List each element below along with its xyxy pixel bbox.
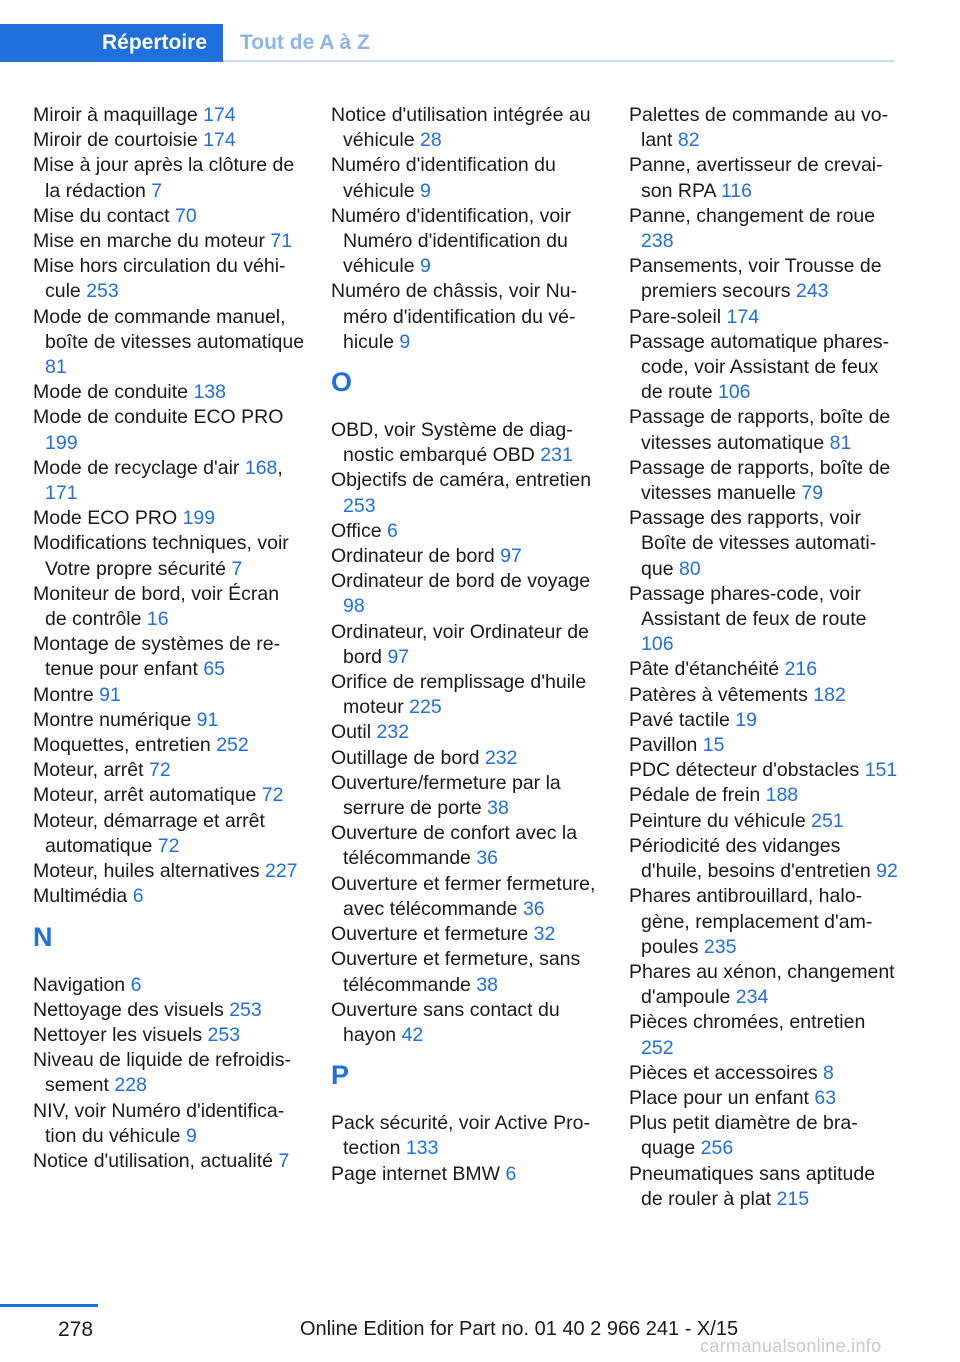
index-entry xyxy=(629,405,901,455)
index-entry xyxy=(33,758,305,783)
page-link[interactable]: 232 xyxy=(376,721,410,744)
index-entry xyxy=(629,330,901,406)
page-link[interactable]: 9 xyxy=(399,330,411,353)
entry-term: Pneumatiques sans aptitude de rouler à plat xyxy=(629,1162,876,1210)
page-link[interactable]: 36 xyxy=(476,847,499,870)
index-entry xyxy=(33,153,305,203)
entry-term: Miroir de courtoisie xyxy=(33,129,198,152)
entry-term: Outillage de bord xyxy=(331,746,480,769)
entry-term: Moniteur de bord, voir Écran de contrôle xyxy=(33,582,280,631)
index-entry xyxy=(33,305,305,381)
tab-tout-de-a-a-z[interactable]: Tout de A à Z xyxy=(240,31,370,54)
page-link[interactable]: 252 xyxy=(641,1036,674,1059)
index-entry xyxy=(33,405,305,455)
index-entry xyxy=(629,809,901,834)
index-entry xyxy=(331,720,603,745)
entry-term: Montage de systèmes de retenue pour enfant xyxy=(33,633,281,681)
watermark: carmanualsonline.info xyxy=(700,1336,882,1356)
footer-rule xyxy=(0,1304,98,1307)
page-link[interactable]: 16 xyxy=(146,608,169,631)
entry-term: Ouverture sans contact du hayon xyxy=(331,998,560,1046)
entry-term: Moteur, huiles alternatives xyxy=(33,860,260,883)
index-entry xyxy=(33,683,305,708)
entry-term: Ouverture et fermeture, sans télécommande xyxy=(331,948,581,996)
entry-term: Passage automatique phares-code, voir Assistant de feux de route xyxy=(629,330,890,404)
page-link[interactable]: 232 xyxy=(484,746,518,769)
page-link[interactable]: 9 xyxy=(185,1124,197,1147)
entry-term: Nettoyage des visuels xyxy=(33,998,224,1021)
index-entry xyxy=(331,279,603,355)
entry-term: Outil xyxy=(331,721,372,744)
entry-term: Pavé tactile xyxy=(629,708,730,731)
page-link[interactable]: 97 xyxy=(387,645,410,668)
entry-term: Objectifs de caméra, entretien xyxy=(331,469,592,492)
page-link[interactable]: 72 xyxy=(157,834,180,857)
page-link[interactable]: 215 xyxy=(776,1187,810,1210)
index-entry xyxy=(629,683,901,708)
index-entry xyxy=(331,468,603,518)
entry-term: Miroir à maquillage xyxy=(33,104,198,126)
index-entry xyxy=(33,128,305,153)
index-column-2 xyxy=(331,103,603,1187)
page-link[interactable]: 199 xyxy=(182,507,216,530)
index-entry xyxy=(629,758,901,783)
page-link[interactable]: 251 xyxy=(811,809,844,832)
entry-term: Pièces et accessoires xyxy=(629,1061,818,1084)
page-link[interactable]: 7 xyxy=(151,179,163,202)
tab-divider xyxy=(223,60,895,62)
entry-term: Ouverture/fermeture par la serrure de porte xyxy=(331,771,561,820)
page-link[interactable]: 97 xyxy=(500,545,522,568)
index-entry xyxy=(629,657,901,682)
index-entry xyxy=(331,103,603,153)
index-entry xyxy=(331,670,603,720)
page-link[interactable]: 98 xyxy=(343,595,365,618)
page-link[interactable]: 81 xyxy=(45,356,67,379)
entry-term: Ordinateur, voir Ordinateur de bord xyxy=(331,620,589,668)
entry-term: Ouverture de confort avec la télécommande xyxy=(331,822,578,870)
page-link[interactable]: 106 xyxy=(641,633,674,656)
index-entry xyxy=(331,569,603,619)
page-link[interactable]: 228 xyxy=(114,1074,147,1097)
entry-term: Montre xyxy=(33,683,94,706)
page-link[interactable]: 252 xyxy=(216,734,249,757)
index-entry xyxy=(629,783,901,808)
entry-term: Niveau de liquide de refroidissement xyxy=(33,1049,291,1097)
index-entry xyxy=(629,1010,901,1060)
letter-heading: O xyxy=(331,367,353,398)
index-entry xyxy=(629,1061,901,1086)
index-entry xyxy=(331,922,603,947)
page-link[interactable]: 216 xyxy=(784,658,818,681)
entry-term: Patères à vêtements xyxy=(629,683,808,706)
page-link[interactable]: 9 xyxy=(419,255,431,278)
entry-term: Numéro d'identification du véhicule xyxy=(331,154,556,202)
page-link[interactable]: 151 xyxy=(864,759,898,782)
index-entry xyxy=(33,1048,305,1098)
entry-term: Pédale de frein xyxy=(629,784,761,807)
page-link[interactable]: 171 xyxy=(45,482,78,505)
page-link[interactable]: 6 xyxy=(387,519,398,542)
index-entry xyxy=(33,733,305,758)
page-link[interactable]: 243 xyxy=(795,280,829,303)
page-link[interactable]: 91 xyxy=(196,708,219,731)
index-entry xyxy=(33,783,305,808)
page-link[interactable]: 82 xyxy=(677,129,700,152)
index-entry: Mode de recyclage d'air 168, 171 xyxy=(33,456,283,505)
index-column-3 xyxy=(629,103,901,1212)
entry-term: Notice d'utilisation intégrée au véhicule xyxy=(331,104,591,152)
page-link[interactable]: 81 xyxy=(829,431,852,454)
index-entry xyxy=(33,103,305,128)
entry-term: Pare-soleil xyxy=(629,305,722,328)
entry-term: Pièces chromées, entretien xyxy=(629,1011,866,1034)
entry-term: Moteur, démarrage et arrêt automatique xyxy=(33,809,265,857)
entry-term: Passage phares-code, voir Assistant de feux de route xyxy=(629,582,867,631)
page-link[interactable]: 91 xyxy=(99,683,121,706)
entry-term: Mode de recyclage d'air xyxy=(33,456,240,479)
entry-term: Mise du contact xyxy=(33,204,170,227)
index-entry xyxy=(331,1111,603,1161)
index-entry xyxy=(33,708,305,733)
entry-term: Phares antibrouillard, halogène, remplacement d'ampoules xyxy=(629,885,873,958)
page-link[interactable]: 79 xyxy=(801,482,824,505)
entry-term: Office xyxy=(331,519,382,542)
entry-term: Moteur, arrêt xyxy=(33,759,144,782)
page-link[interactable]: 138 xyxy=(193,381,226,404)
entry-term: Mode de commande manuel, boîte de vitesses automatique xyxy=(33,305,305,353)
index-entry xyxy=(331,1162,603,1187)
page-link[interactable]: 72 xyxy=(148,759,171,782)
index-entry xyxy=(629,204,901,254)
index-entry xyxy=(331,998,603,1048)
page-link[interactable]: 32 xyxy=(533,923,556,946)
index-entry xyxy=(33,506,305,531)
entry-term: Pâte d'étanchéité xyxy=(629,658,780,681)
page-link[interactable]: 234 xyxy=(735,986,769,1009)
index-entry xyxy=(629,1111,901,1161)
index-entry xyxy=(33,859,305,884)
page-link[interactable]: 253 xyxy=(229,998,262,1021)
index-entry xyxy=(629,708,901,733)
entry-term: Ouverture et fermeture xyxy=(331,923,529,946)
page-link[interactable]: 174 xyxy=(726,305,760,328)
page-link[interactable]: 227 xyxy=(264,860,298,883)
entry-term: Peinture du véhicule xyxy=(629,809,806,832)
index-entry xyxy=(629,456,901,506)
entry-term: Passage de rapports, boîte de vitesses manuelle xyxy=(629,456,891,505)
page-link[interactable]: 36 xyxy=(522,897,545,920)
letter-heading: P xyxy=(331,1060,350,1091)
page-link[interactable]: 19 xyxy=(735,708,757,731)
page-link[interactable]: 38 xyxy=(487,797,509,820)
index-entry xyxy=(331,519,603,544)
index-entry xyxy=(33,884,305,909)
index-entry xyxy=(629,254,901,304)
entry-term: Pack sécurité, voir Active Protection xyxy=(331,1112,591,1160)
index-entry xyxy=(33,531,305,581)
entry-term: Mode de conduite ECO PRO xyxy=(33,406,284,429)
index-entry xyxy=(629,103,901,153)
page-link[interactable]: 9 xyxy=(419,179,431,202)
entry-term: Multimédia xyxy=(33,885,128,908)
entry-term: Pavillon xyxy=(629,734,698,757)
index-entry xyxy=(629,305,901,330)
index-entry xyxy=(331,418,603,468)
index-entry xyxy=(331,204,603,280)
page-link[interactable]: 133 xyxy=(405,1137,439,1160)
page-link[interactable]: 6 xyxy=(132,885,144,908)
entry-term: Mise à jour après la clôture de la rédaction xyxy=(33,154,295,202)
page-link[interactable]: 6 xyxy=(505,1162,517,1185)
entry-term: Moquettes, entretien xyxy=(33,734,211,757)
index-entry xyxy=(629,506,901,582)
entry-term: Ordinateur de bord xyxy=(331,545,495,568)
entry-term: Panne, changement de roue xyxy=(629,204,876,227)
page-link[interactable]: 106 xyxy=(717,381,751,404)
page-link[interactable]: 116 xyxy=(720,179,752,202)
page-link[interactable]: 199 xyxy=(45,431,78,454)
page-link[interactable]: 71 xyxy=(270,230,293,253)
index-entry xyxy=(331,947,603,997)
page-link[interactable]: 174 xyxy=(203,104,236,126)
entry-term: Mode de conduite xyxy=(33,381,189,404)
entry-term: OBD, voir Système de diagnostic embarqué OBD xyxy=(331,419,573,467)
index-entry xyxy=(33,632,305,682)
letter-heading: N xyxy=(33,921,53,952)
page-link[interactable]: 70 xyxy=(175,204,197,227)
index-entry xyxy=(331,153,603,203)
index-entry xyxy=(33,1149,305,1174)
page-link[interactable]: 253 xyxy=(86,280,119,303)
entry-term: Mode ECO PRO xyxy=(33,507,178,530)
page-number: 278 xyxy=(58,1318,94,1341)
index-entry xyxy=(331,872,603,922)
page-link[interactable]: 72 xyxy=(261,784,284,807)
index-entry xyxy=(33,1023,305,1048)
entry-term: Numéro d'identification, voir Numéro d'identification du véhicule xyxy=(331,204,571,278)
entry-term: Navigation xyxy=(33,973,126,996)
entry-term: Mise hors circulation du véhicule xyxy=(33,255,286,303)
page-link[interactable]: 168 xyxy=(244,456,278,479)
page-link[interactable]: 235 xyxy=(703,935,737,958)
index-entry xyxy=(331,746,603,771)
page-link[interactable]: 92 xyxy=(876,860,898,883)
entry-term: Nettoyer les visuels xyxy=(33,1023,203,1046)
entry-term: Ouverture et fermer fermeture, avec télécommande xyxy=(331,872,596,920)
entry-term: Panne, avertisseur de crevaison RPA xyxy=(629,154,883,202)
index-entry xyxy=(33,380,305,405)
index-entry xyxy=(629,960,901,1010)
entry-term: PDC détecteur d'obstacles xyxy=(629,759,860,782)
page-link[interactable]: 7 xyxy=(278,1149,290,1172)
index-entry xyxy=(331,544,603,569)
entry-term: Plus petit diamètre de braquage xyxy=(629,1112,858,1160)
page-link[interactable]: 28 xyxy=(419,129,442,152)
entry-term: Phares au xénon, changement d'ampoule xyxy=(629,960,895,1009)
entry-term: Notice d'utilisation, actualité xyxy=(33,1149,274,1172)
edition-note: Online Edition for Part no. 01 40 2 966 241 - X/15 xyxy=(300,1318,739,1340)
index-entry xyxy=(629,733,901,758)
index-entry xyxy=(331,620,603,670)
index-entry xyxy=(331,821,603,871)
entry-term: Orifice de remplissage d'huile moteur xyxy=(331,671,587,719)
index-entry xyxy=(33,809,305,859)
entry-term: Mise en marche du moteur xyxy=(33,230,265,253)
entry-term: Passage des rapports, voir Boîte de vitesses automatique xyxy=(629,507,877,580)
entry-term: Ordinateur de bord de voyage xyxy=(331,570,591,593)
page-link[interactable]: 253 xyxy=(207,1023,241,1046)
page-link[interactable]: 238 xyxy=(641,230,674,253)
entry-term: Pansements, voir Trousse de premiers secours xyxy=(629,255,882,303)
index-entry xyxy=(33,1099,305,1149)
index-entry xyxy=(629,1162,901,1212)
entry-term: Numéro de châssis, voir Numéro d'identification du véhicule xyxy=(331,280,578,353)
page-link[interactable]: 231 xyxy=(540,444,573,467)
index-entry xyxy=(33,582,305,632)
index-entry xyxy=(33,204,305,229)
index-entry xyxy=(629,582,901,658)
index-entry xyxy=(33,229,305,254)
entry-term: Modifications techniques, voir Votre propre sécurité xyxy=(33,532,289,580)
tab-repertoire[interactable]: Répertoire xyxy=(0,24,223,62)
tab-bar xyxy=(0,24,895,62)
page-link[interactable]: 188 xyxy=(765,784,799,807)
index-entry xyxy=(629,1086,901,1111)
entry-term: Place pour un enfant xyxy=(629,1086,809,1109)
entry-term: NIV, voir Numéro d'identification du véhicule xyxy=(33,1099,285,1147)
entry-term: Moteur, arrêt automatique xyxy=(33,784,257,807)
page-link[interactable]: 182 xyxy=(813,683,846,706)
entry-term: Page internet BMW xyxy=(331,1162,501,1185)
index-entry xyxy=(33,973,305,998)
page-link[interactable]: 7 xyxy=(231,557,243,580)
entry-term: Passage de rapports, boîte de vitesses automatique xyxy=(629,406,891,454)
page-link[interactable]: 6 xyxy=(130,973,142,996)
page-link[interactable]: 15 xyxy=(702,734,725,757)
entry-term: Périodicité des vidanges d'huile, besoins d'entretien xyxy=(629,834,871,883)
entry-term: Montre numérique xyxy=(33,708,192,731)
page-link[interactable]: 174 xyxy=(203,129,236,152)
page-link[interactable]: 253 xyxy=(343,494,376,517)
index-column-1 xyxy=(33,103,305,1174)
index-entry xyxy=(629,884,901,960)
page-link[interactable]: 256 xyxy=(700,1137,734,1160)
page-link[interactable]: 8 xyxy=(823,1061,834,1084)
index-entry xyxy=(33,998,305,1023)
page-link[interactable]: 225 xyxy=(409,696,442,719)
index-entry xyxy=(629,834,901,884)
page-link[interactable]: 63 xyxy=(814,1086,837,1109)
page-link[interactable]: 80 xyxy=(678,557,701,580)
page-link[interactable]: 65 xyxy=(203,658,226,681)
index-entry xyxy=(629,153,901,203)
index-entry xyxy=(33,254,305,304)
page-link[interactable]: 38 xyxy=(476,973,499,996)
index-entry xyxy=(331,771,603,821)
page-link[interactable]: 42 xyxy=(401,1023,424,1046)
entry-term: Palettes de commande au volant xyxy=(629,104,889,152)
